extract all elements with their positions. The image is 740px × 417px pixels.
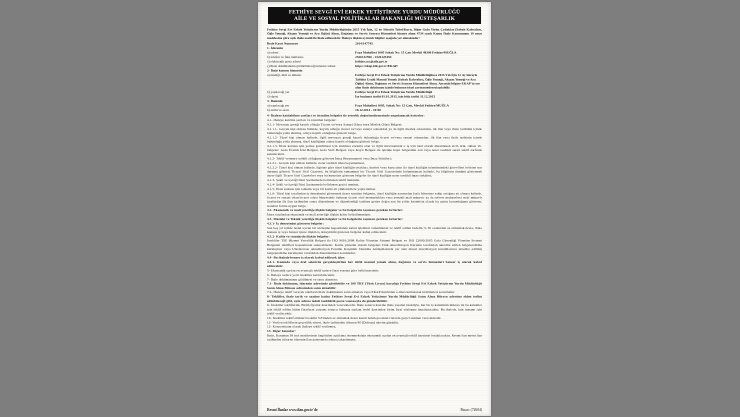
info-row — [267, 69, 482, 73]
info-row — [267, 56, 482, 60]
info-row-value: Foça Mahallesi 1005 Sokak No: 15 Çatı Mevkii 48300 Fethiye/MUĞLA — [355, 50, 457, 55]
clause-line: 5- Ekonomik açıdan en avantajlı teklif sadece fiyat esasına göre belirlenecektir. — [267, 268, 380, 273]
title-line-2: AİLE VE SOSYAL POLİTİKALAR BAKANLIĞI MÜSTEŞARLIK — [294, 15, 455, 22]
info-row-value: 2014/147745 — [355, 41, 373, 46]
info-row-label: 2- İhale konusu hizmetin — [267, 69, 303, 73]
document-footer — [267, 408, 482, 412]
info-row — [267, 100, 482, 104]
info-row-value: 16.12.2014 - 10:00 — [355, 108, 381, 113]
clause-line: 13- Diğer hususlar: — [267, 329, 296, 334]
footer-press-number: Basın: (72604) — [460, 408, 482, 412]
clause-line: 4.3.2- Kalite ve standarda ilişkin belgeler: — [267, 234, 330, 239]
clause-line: 9- İstekliler tekliflerini, Birim fiyatlar üzerinden vereceklerdir. İhale sonucu üzerine ihale yapılan istekliyle, her bir iş kaleminin miktarı ile bu kalemler için teklif edilen birim fiyatların çarpımı sonucu bulunan toplam bedel üzerinden birim fiyat sözleşme imzalanacaktır. Bu ihalede, işin tamamı için teklif verilecektir. — [267, 303, 482, 316]
info-row — [267, 42, 482, 46]
clause-line: 4.3- Mesleki ve Teknik yeterliğe ilişkin belgeler ve bu belgelerin taşıması gereken kriterler: — [267, 217, 404, 221]
clause-line: 8- Teklifler, ihale tarih ve saatine kadar Fethiye Sevgi Evi Erkek Yetiştirme Yurdu Müdürlüğü Satın Alma Bürosu adresine elden teslim edilebileceği gibi, aynı adrese iadeli taahhütlü posta vasıtasıyla da gönderilebilir. — [267, 295, 482, 303]
info-row-value — [355, 69, 482, 73]
clause-line: İhale, Kanunun 38 inci maddesinde öngörülen açıklama istenmeksizin ekonomik açıdan en avantajlı teklif üzerinde bırakılacaktır. Resmi ilan metni ilan tarihinden itibaren idarenin ilan panosunda askıya çıkarılmıştır. — [267, 333, 482, 342]
info-row — [267, 95, 482, 99]
info-row-value: 2526142596 - 2526125494 — [355, 55, 392, 60]
info-row-label: b) tarihi ve saati — [267, 108, 289, 113]
clause-line: İstekliler TSE Hizmet Yeterlilik Belgesi ile ISO 9001:2008 Kalite Yönetim Sistemi Belgesi ve ISO 22000:2005 Gıda Güvenliği Yönetim Sistemi Belgesini teklifleri kapsamında sunacaklardır. Kalite yönetim sistem belgeleri Türk Akreditasyon Kurumu tarafından akredite edilen belgelendirme kuruluşları veya Uluslararası Akreditasyon Forumu Karşılıklı Tanınma Antlaşmasında yer alan ulusal akreditasyon kurumlarınca akredite edilmiş belgelendirme kuruluşları tarafından düzenlenmesi zorunludur. — [267, 239, 482, 256]
clause-line: 4.4.1- Kamuda veya özel sektörde gerçekleştirilen her türlü mamul yemek alımı, dağıtımı ve servis hizmetleri benzer iş olarak kabul edilecektir. — [267, 260, 482, 269]
info-row — [267, 90, 482, 94]
info-row — [267, 46, 482, 50]
info-row-label: b) telefon ve faks numarası — [267, 55, 304, 60]
title-line-1: FETHİYE SEVGİ EVİ ERKEK YETİŞTİRME YURDU MÜDÜRLÜĞÜ — [288, 9, 461, 15]
clause-line: İdare tarafından ekonomik ve mali yeterliğe ilişkin kriter belirtilmemiştir. — [267, 213, 372, 217]
clause-line: 4.1.5- İhale konusu işin tamamı veya bir kısmı alt yüklenicilere yaptırılamaz. — [267, 187, 377, 191]
info-row-label: b) yapılacağı yer — [267, 90, 290, 94]
clause-line: 4.2- Ekonomik ve mali yeterliğe ilişkin belgeler ve bu belgelerin taşıması gereken kriterler: — [267, 208, 404, 213]
clause-line: Son beş yıl içinde bedel içeren bir sözleşme kapsamında kabul işlemleri tamamlanan ve teklif edilen bedelin % 30 oranından az olmamak üzere, ihale konusu iş veya benzer işlere ilişkin iş deneyimini gösteren belgeler kabul edilecektir. — [267, 226, 482, 234]
clause-line: 4.1- İhaleye katılma şartları ve istenilen belgeler: — [267, 118, 337, 123]
clause-line: 4.3.1- İş deneyimini gösteren belgeler: — [267, 221, 324, 226]
info-row-value — [355, 100, 482, 104]
clause-line: 4.1.1- Mevzuatı gereği kayıtlı olduğu Ticaret ve/veya Sanayi Odası veya Meslek Odası Belgesi; — [267, 122, 403, 127]
info-row-value — [355, 46, 482, 50]
info-row-label: c) elektronik posta adresi — [267, 60, 301, 64]
clause-line: 4.1.2.1- Gerçek kişi olması halinde, noter tasdikli imza beyannamesi, — [267, 161, 365, 166]
info-row-value: https://ekap.kik.gov.tr/EKAP/ — [355, 64, 398, 69]
footer-official-ads-note: Resmi İlanlar www.ilan.gov.tr'de — [267, 408, 318, 412]
clause-line: 4.1.2- Teklif vermeye yetkili olduğunu gösteren İmza Beyannamesi veya İmza Sirküleri; — [267, 157, 392, 161]
info-row-label: İhale Kayıt Numarası — [267, 41, 299, 46]
clause-line: 7- İhale dokümanının görülmesi ve satın alınması: — [267, 277, 338, 282]
tender-announcement-document — [258, 2, 491, 416]
info-row — [267, 51, 482, 55]
clause-line: 7.2- İhaleye teklif verecek olanların ihale dokümanını satın almaları veya EKAP üzerinden e-imza kullanarak indirmeleri zorunludur. — [267, 290, 456, 295]
clause-line: 11- Verilen tekliflerin geçerlilik süresi, ihale tarihinden itibaren 90 (Doksan) takvim günüdür. — [267, 320, 399, 325]
clause-line: 4.1.2.2- Tüzel kişi olması halinde, ilgisine göre tüzel kişiliğin ortakları, üyeleri veya kurucuları ile tüzel kişiliğin yönetimindeki görevlileri belirten son durumu gösterir Ticaret Sicil Gazetesi, bu bilgilerin tamamının bir Ticaret Sicil Gazetesinde bulunmaması halinde, bu bilgilerin tümünü göstermek üzere ilgili Ticaret Sicil Gazeteleri veya bu hususları gösteren belgeler ile tüzel kişiliğin noter tasdikli imza sirküleri, — [267, 165, 482, 178]
clause-line: 4.1.4- Şekli ve içeriği İdari Şartnamede belirlenen geçici teminat. — [267, 183, 360, 187]
info-row-label: 1- İdarenin — [267, 46, 284, 50]
info-row-value: Foça Mahallesi 1005, Sokak No: 15 Çatı, Mevkii Fethiye/MUĞLA — [355, 104, 449, 108]
info-row — [267, 109, 482, 113]
info-row — [267, 60, 482, 64]
info-row-label: a) yapılacağı yer — [267, 104, 290, 108]
intro-paragraph: Fethiye Sevgi Evi Erkek Yetiştirme Yurdu Müdürlüğünün 2015 Yılı İçin, 12 ay Süreyle Tabel/Kuru, Diğer Gıda Yiyim Çatlaklar (Sabah Kahvaltısı, Öğle Yemeği, Akşam Yemeği ve Ara Öğün) Alımı, Dağıtımı ve Servis Sonrası Hizmetleri hizmet alımı 4734 sayılı Kamu İhale Kanununun 19 uncu maddesine göre açık ihale usulü ile ihale edilecektir. İhaleye ilişkin ayrıntılı bilgiler aşağıda yer almaktadır: — [267, 28, 482, 40]
clause-line: 4.4- Bu ihalede benzer iş olarak kabul edilecek işler: — [267, 256, 346, 260]
info-row-label: a) niteliği, türü ve miktarı — [267, 73, 302, 78]
info-row-value: İşe başlama tarihi 01.01.2015, işin bitiş tarihi 31.12.2015 — [355, 94, 436, 99]
clause-line: 4.1.6- Tüzel kişi tarafından iş deneyimini göstermek üzere sunulan belgenin, tüzel kişiliğin yarısından fazla hissesine sahip ortağına ait olması halinde, ticaret ve sanayi odası/ticaret odası bünyesinde bulunan ticaret sicil memurlukları veya yeminli mali müşavir ya da serbest muhasebeci mali müşavir tarafından ilk ilan tarihinden sonra düzenlenen ve düzenlendiği tarihten geriye doğru son bir yıldır kesintisiz olarak bu şartın korunduğunu gösteren, standart forma uygun belge, — [267, 191, 482, 208]
clause-line: 6- İhaleye sadece yerli istekliler katılabilecektir. — [267, 273, 336, 277]
info-row-label: ç) İhale dokümanının görülebileceği internet adresi — [267, 64, 336, 69]
clause-list — [267, 114, 482, 342]
clause-line: 4.1.1.3- İhale konusu işin yerine getirilmesi için alınması zorunlu olan ve ilgili mevzuatında o iş için özel olarak düzenlenen sicil, izin, ruhsat vb. belgeler: Gıda Üretim İzni Belgesi, Gıda Sicil Belgesi veya Kayıt Belgesi ile işletme kayıt belgesinin aslı veya noter tasdikli sureti teklif zarfında sunulacaktır. — [267, 144, 482, 157]
document-page — [258, 2, 491, 416]
info-rows — [267, 42, 482, 113]
clause-line: 4.1.3- Şekli ve içeriği İdari Şartnamede belirlenen teklif mektubu. — [267, 178, 361, 183]
info-row-value: fethiye.scy@aile.gov.tr — [355, 60, 388, 64]
clause-line: 4- İhaleye katılabilme şartları ve istenilen belgeler ile yeterlik değerlendirmesinde uygulanacak kriterler: — [267, 114, 425, 118]
document-title-bar — [268, 7, 481, 24]
info-row-label: 3- İhalenin — [267, 99, 283, 104]
clause-line: 4.1.1.1- Gerçek kişi olması halinde, kayıtlı olduğu ticaret ve/veya sanayi odasından ya da ilgili meslek odasından, ilk ilan veya ihale tarihinin içinde bulunduğu yılda alınmış, odaya kayıtlı olduğunu gösterir belge, — [267, 127, 482, 135]
info-row-value: Fethiye Sevgi Evi Erkek Yetiştirme Yurdu Müdürlüğü — [355, 90, 433, 94]
clause-line: 7.1- İhale dokümanı, idarenin adresinde görülebilir ve 100 TRY (Türk Lirası) karşılığı Fethiye Sevgi Evi Erkek Yetiştirme Yurdu Müdürlüğü Satın Alma Bürosu adresinden satın alınabilir. — [267, 282, 482, 290]
info-row — [267, 65, 482, 69]
info-row — [267, 104, 482, 108]
clause-line: 10- İstekliler teklif ettikleri bedelin %3'ünden az olmamak üzere kendi belirleyecekleri tutarda geçici teminat vereceklerdir. — [267, 316, 442, 320]
clause-line: 12- Konsorsiyum olarak ihaleye teklif verilemez. — [267, 325, 337, 329]
info-row-label: c) süresi — [267, 94, 279, 99]
info-row — [267, 74, 482, 90]
info-row-value: Fethiye Sevgi Evi Erkek Yetiştirme Yurdu Müdürlüğünce 2015 Yılı İçin 12 Ay Süreyle Tabldot Usulü Mamul Yemek (Sabah Kahvaltısı, Öğle Yemeği, Akşam Yemeği ve Ara Öğün) Alımı, Dağıtımı ve Servis Sonrası Hizmetleri Alımı. Ayrıntılı bilgiye EKAP'ta yer alan ihale dokümanı içinde bulunan idari şartnameden ulaşılabilir. — [355, 73, 480, 90]
clause-line: 4.1.1.2- Tüzel kişi olması halinde, ilgili mevzuatı gereği kayıtlı bulunduğu ticaret ve/veya sanayi odasından, ilk ilan veya ihale tarihinin içinde bulunduğu yılda alınmış, tüzel kişiliğinin odaya kayıtlı olduğunu gösterir belge, — [267, 135, 482, 144]
info-row-label: a) adresi — [267, 50, 279, 55]
